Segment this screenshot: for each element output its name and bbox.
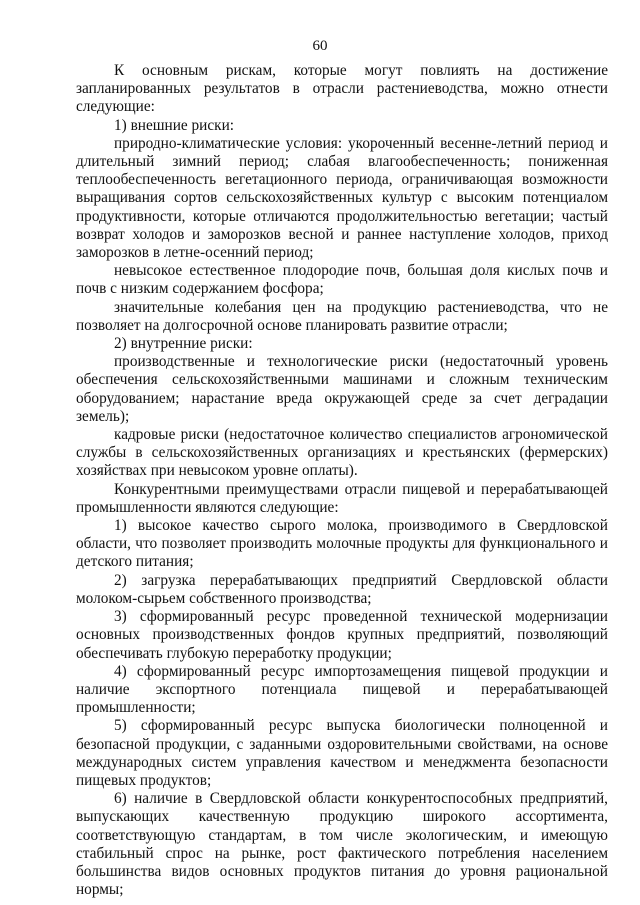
- paragraph: 1) высокое качество сырого молока, производимого в Свердловской области, что позволяет производить молочные продукты для функционального и детского питания;: [76, 517, 608, 571]
- page-number: 60: [312, 38, 328, 54]
- document-body: [76, 62, 608, 899]
- paragraph: кадровые риски (недостаточное количество специалистов агрономической службы в сельскохозяйственных организациях и крестьянских (фермерских) хозяйствах при невысоком уровне оплаты).: [76, 426, 608, 480]
- paragraph: 2) загрузка перерабатывающих предприятий Свердловской области молоком-сырьем собственного производства;: [76, 571, 608, 607]
- paragraph: 6) наличие в Свердловской области конкурентоспособных предприятий, выпускающих качественную продукцию широкого ассортимента, соответствующую стандартам, в том числе экологическим, и имеющую стабильный спрос на рынке, рост фактического потребления населением большинства видов основных продуктов питания до уровня рациональной нормы;: [76, 790, 608, 899]
- paragraph: 1) внешние риски:: [114, 116, 235, 134]
- paragraph: значительные колебания цен на продукцию растениеводства, что не позволяет на долгосрочной основе планировать развитие отрасли;: [76, 298, 608, 334]
- paragraph: природно-климатические условия: укороченный весенне-летний период и длительный зимний период; слабая влагообеспеченность; пониженная теплообеспеченность вегетационного периода, ограничивающая возможности выращивания сортов сельскохозяйственных культур с высоким потенциалом продуктивности, которые отличаются продолжительностью вегетации; частый возврат холодов и заморозков весной и раннее наступление холодов, приход заморозков в летне-осенний период;: [76, 134, 608, 262]
- paragraph: 4) сформированный ресурс импортозамещения пищевой продукции и наличие экспортного потенциала пищевой и перерабатывающей промышленности;: [76, 662, 608, 717]
- paragraph: производственные и технологические риски (недостаточный уровень обеспечения сельскохозяйственными машинами и сложным техническим оборудованием; нарастание вреда окружающей среде за счет деградации земель);: [76, 353, 608, 425]
- paragraph: К основным рискам, которые могут повлиять на достижение запланированных результатов в отрасли растениеводства, можно отнести следующие:: [76, 62, 608, 116]
- paragraph: 2) внутренние риски:: [114, 335, 253, 353]
- paragraph: невысокое естественное плодородие почв, большая доля кислых почв и почв с низким содержанием фосфора;: [76, 262, 608, 298]
- paragraph: Конкурентными преимуществами отрасли пищевой и перерабатывающей промышленности являются следующие:: [76, 480, 608, 516]
- paragraph: 3) сформированный ресурс проведенной технической модернизации основных производственных фондов крупных предприятий, позволяющий обеспечивать глубокую переработку продукции;: [76, 608, 608, 662]
- paragraph: 5) сформированный ресурс выпуска биологически полноценной и безопасной продукции, с заданными оздоровительными свойствами, на основе международных систем управления качеством и менеджмента безопасности пищевых продуктов;: [76, 717, 608, 789]
